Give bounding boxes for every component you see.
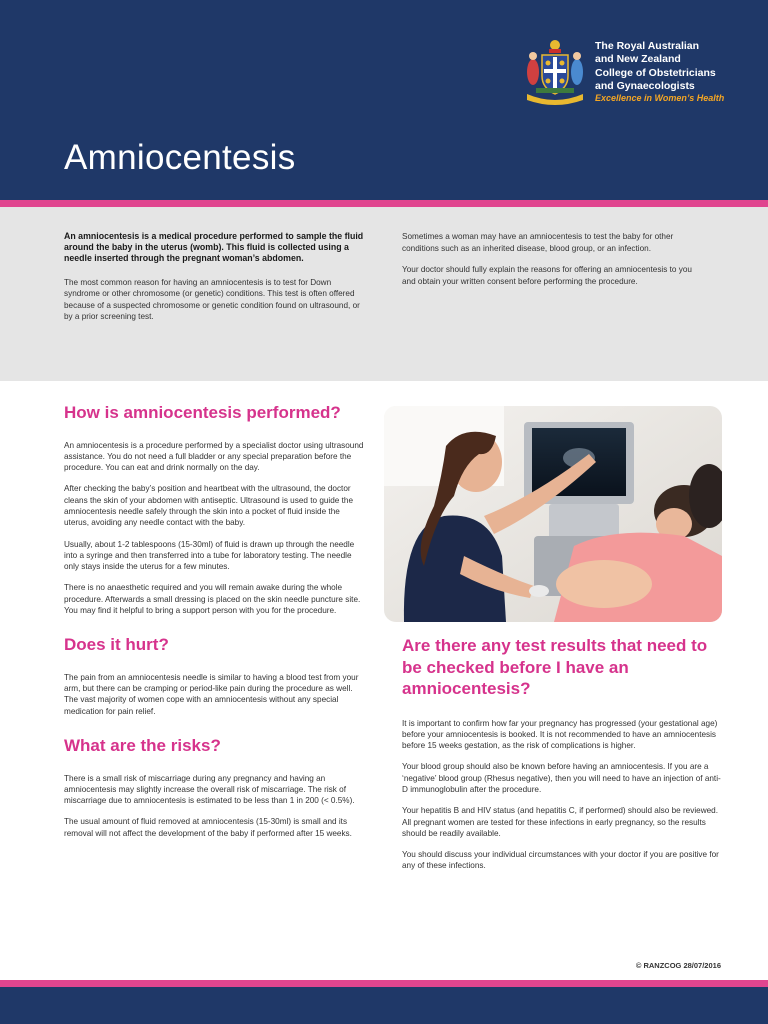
body-paragraph: There is no anaesthetic required and you will remain awake during the whole procedure. Afterwards a small dressing is placed on the skin needle puncture site. You may find it helpful to bring a support person with you for the procedure. <box>64 583 361 616</box>
intro-right-column <box>402 231 704 297</box>
body-paragraph: An amniocentesis is a procedure performed by a specialist doctor using ultrasound assistance. You do not need a full bladder or any special preparation before the procedure. You can eat and drink normally on the day. <box>64 440 364 473</box>
footer-pink-stripe <box>0 980 768 987</box>
intro-paragraph: Sometimes a woman may have an amniocentesis to test the baby for other conditions such as an inherited disease, blood group, or an infection. <box>402 232 674 253</box>
ultrasound-photo <box>384 406 722 622</box>
body-paragraph: Your hepatitis B and HIV status (and hepatitis C, if performed) should also be reviewed. All pregnant women are tested for these infections in early pregnancy, so the results should be readily available. <box>402 806 718 838</box>
header-banner <box>0 0 768 200</box>
header-pink-stripe <box>0 200 768 207</box>
college-tagline: Excellence in Women’s Health <box>595 93 725 103</box>
college-name-line: and Gynaecologists <box>595 79 695 92</box>
college-name <box>595 40 765 93</box>
section-heading-test-results: Are there any test results that need to be checked before I have an amniocentesis? <box>402 636 708 698</box>
intro-lead-paragraph: An amniocentesis is a medical procedure performed to sample the fluid around the baby in the uterus (womb). This fluid is collected using a needle inserted through the pregnant woman’s abdomen. <box>64 231 364 264</box>
body-paragraph: You should discuss your individual circumstances with your doctor if you are positive for any of these infections. <box>402 850 719 871</box>
body-paragraph: It is important to confirm how far your pregnancy has progressed (your gestational age) before your amniocentesis is booked. It is not recommended to have an amniocentesis before 15 weeks gestation, as the risk of complications is higher. <box>402 718 718 751</box>
body-paragraph: The usual amount of fluid removed at amniocentesis (15-30ml) is small and its removal will not affect the development of the baby if performed after 15 weeks. <box>64 817 352 838</box>
college-crest-logo <box>522 36 588 108</box>
body-paragraph: Usually, about 1-2 tablespoons (15-30ml) of fluid is drawn up through the needle into a syringe and then transferred into a tube for laboratory testing. The needle only stays inside the uterus for a few minutes. <box>64 539 355 572</box>
section-heading-does-it-hurt: Does it hurt? <box>64 635 169 655</box>
section-heading-risks: What are the risks? <box>64 736 221 756</box>
right-content-column <box>402 635 722 882</box>
intro-paragraph: Your doctor should fully explain the reasons for offering an amniocentesis to you and obtain your written consent before performing the procedure. <box>402 265 692 286</box>
body-paragraph: Your blood group should also be known before having an amniocentesis. If you are a ‘negative’ blood group (Rhesus negative), then you will need to have an injection of anti-D immunoglobulin after the procedure. <box>402 762 721 794</box>
body-paragraph: After checking the baby’s position and heartbeat with the ultrasound, the doctor cleans the skin of your abdomen with antiseptic. Ultrasound is used to guide the amniocentesis needle safely through the skin into a pocket of fluid inside the uterus, avoiding any needle contact with the baby. <box>64 484 354 528</box>
section-heading-how-performed: How is amniocentesis performed? <box>64 403 341 422</box>
left-content-column <box>64 402 366 849</box>
footer-banner <box>0 987 768 1024</box>
body-paragraph: The pain from an amniocentesis needle is similar to having a blood test from your arm, but there can be cramping or period-like pain during the procedure as well. The vast majority of women cope with an amniocentesis without any special medication for pain relief. <box>64 672 359 716</box>
college-name-line: College of Obstetricians <box>595 66 716 79</box>
document-title: Amniocentesis <box>64 138 296 177</box>
intro-panel <box>0 207 768 381</box>
college-name-line: and New Zealand <box>595 53 681 66</box>
body-paragraph: There is a small risk of miscarriage during any pregnancy and having an amniocentesis may slightly increase the overall risk of miscarriage. The risk of miscarriage due to amniocentesis is estimated to be less than 1 in 200 (< 0.5%). <box>64 773 355 806</box>
college-name-line: The Royal Australian <box>595 40 700 52</box>
copyright-notice: © RANZCOG 28/07/2016 <box>635 961 721 970</box>
intro-left-column <box>64 231 366 333</box>
intro-paragraph: The most common reason for having an amniocentesis is to test for Down syndrome or other chromosome (or genetic) conditions. This test is often offered because of a suspected chromosome or genetic condition found on ultrasound, or by a prior screening test. <box>64 277 360 322</box>
